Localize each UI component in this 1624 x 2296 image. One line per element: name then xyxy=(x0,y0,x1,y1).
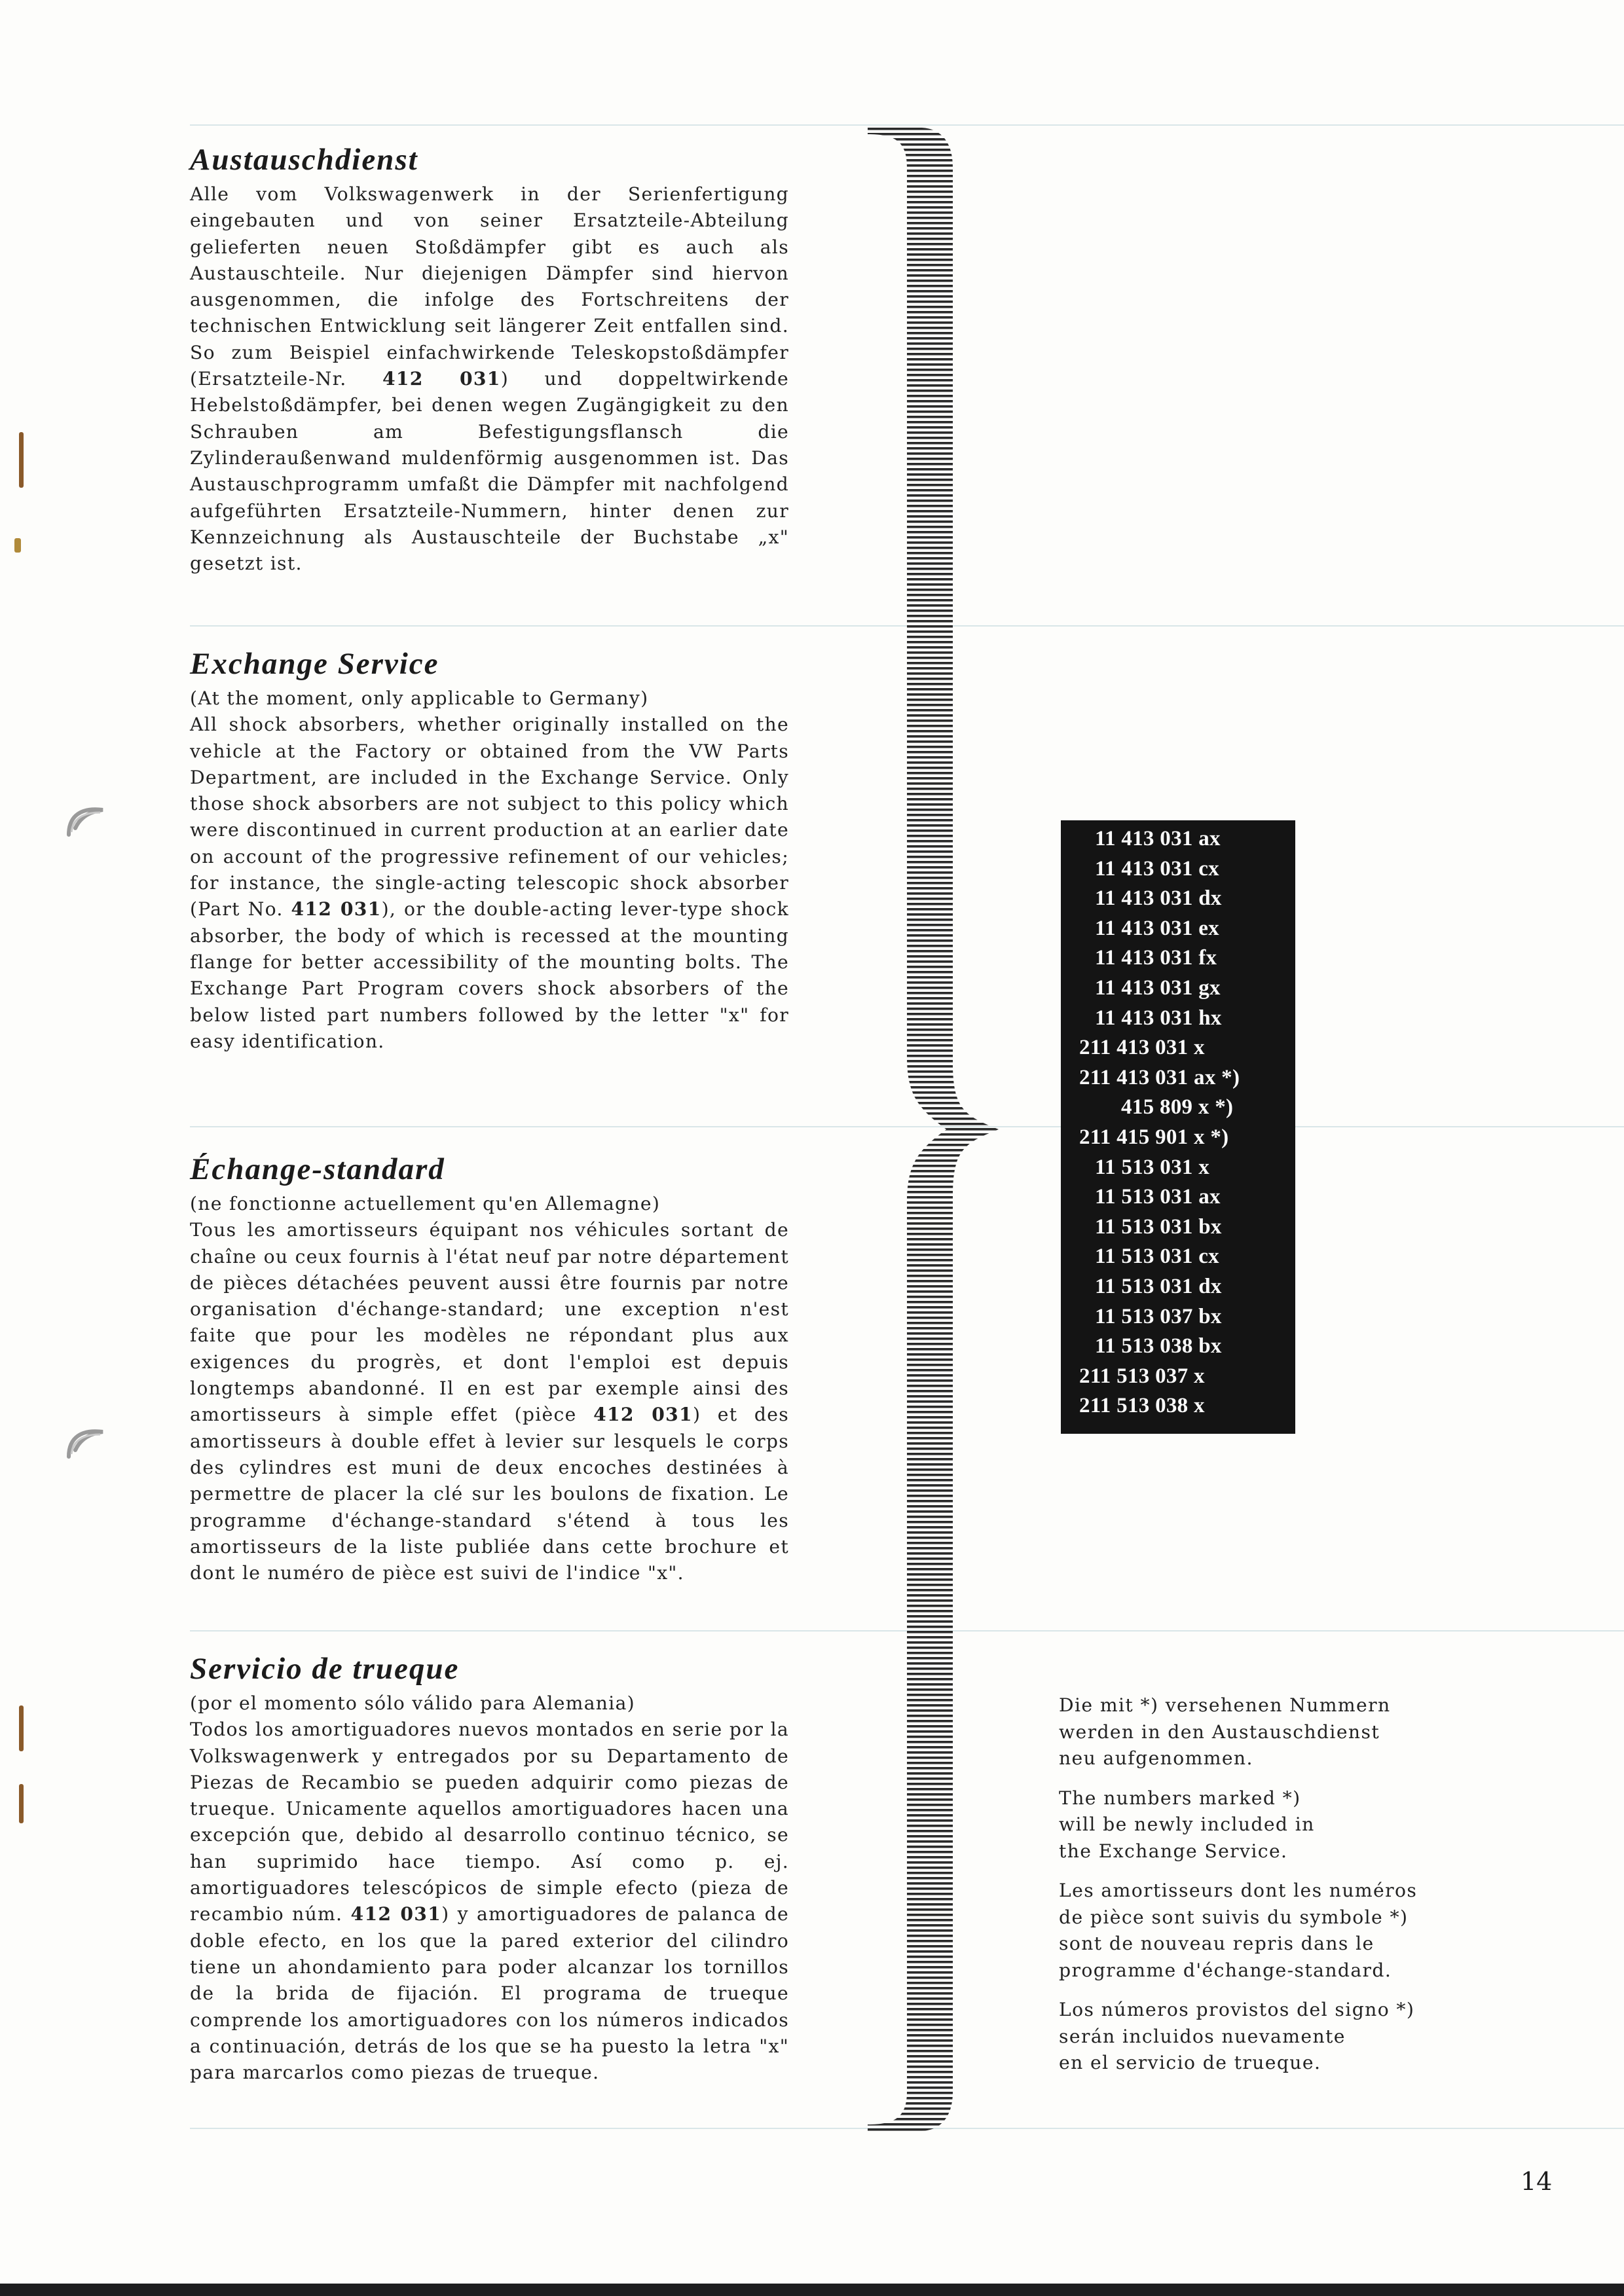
footnote-fr: Les amortisseurs dont les numéros de pièce sont suivis du symbole *) sont de nouveau repris dans le programme d'échange-standard. xyxy=(1059,1880,1418,1981)
part-number-ref: 412 031 xyxy=(593,1404,693,1426)
part-number-row: 211 413 031 ax *) xyxy=(1079,1065,1240,1089)
part-number-row: 11 513 031 bx xyxy=(1095,1214,1222,1239)
part-number-ref: 412 031 xyxy=(382,368,501,390)
edge-mark xyxy=(19,432,24,488)
edge-mark xyxy=(14,538,21,553)
part-number-row: 11 513 031 ax xyxy=(1095,1185,1221,1209)
part-number-row: 11 413 031 fx xyxy=(1095,946,1217,970)
divider-top xyxy=(190,124,1624,126)
section-body: Todos los amortiguadores nuevos montados en serie por la Volkswagenwerk y entregados por su Departamento de Piezas de Recambio se pueden adquirir como piezas de trueque. Unicamente aquellos amortiguadores hacen una excepción que, debido al desarrollo continuo técnico, se han suprimido hace tiempo. Así como p. ej. amortiguadores telescópicos de simple efecto (pieza de recambio núm. 412 031) y amortiguadores de palanca de doble efecto, en los que la pared exterior del cilindro tiene un ahondamiento para poder alcanzar los tornillos de la brida de fijación. El programa de trueque comprende los amortiguadores con los números indicados a continuación, detrás de los que se ha puesto la letra "x" para marcarlos como piezas de trueque. xyxy=(190,1719,789,2084)
footnote-de: Die mit *) versehenen Nummern werden in den Austauschdienst neu aufgenommen. xyxy=(1059,1694,1391,1769)
part-number-row: 11 413 031 ax xyxy=(1095,827,1221,850)
part-number-row: 11 513 037 bx xyxy=(1095,1304,1222,1328)
part-number-row: 11 413 031 hx xyxy=(1095,1006,1222,1030)
section-austauschdienst xyxy=(190,141,789,577)
section-echange-standard xyxy=(190,1150,789,1586)
curly-brace-graphic xyxy=(855,128,1012,2131)
part-number-row: 11 413 031 cx xyxy=(1095,856,1219,881)
section-note: (At the moment, only applicable to Germany) xyxy=(190,687,649,709)
section-body: Alle vom Volkswagenwerk in der Serienfertigung eingebauten und von seiner Ersatzteile-Abteilung gelieferten neuen Stoßdämpfer gibt es auch als Austauschteile. Nur diejenigen Dämpfer sind hiervon ausgenommen, die infolge des Fortschreitens der technischen Entwicklung seit längerer Zeit entfallen sind. So zum Beispiel einfachwirkende Teleskopstoßdämpfer (Ersatzteile-Nr. 412 031) und doppeltwirkende Hebelstoßdämpfer, bei denen wegen Zugängigkeit zu den Schrauben am Befestigungsflansch die Zylinderaußenwand muldenförmig ausgenommen ist. Das Austauschprogramm umfaßt die Dämpfer mit nachfolgend aufgeführten Ersatzteile-Nummern, hinter denen zur Kennzeichnung als Austauschteile der Buchstabe „x" gesetzt ist. xyxy=(190,183,790,575)
part-number-row: 11 513 031 cx xyxy=(1095,1245,1219,1269)
part-number-row: 415 809 x *) xyxy=(1121,1095,1234,1120)
part-number-row: 11 513 031 dx xyxy=(1095,1274,1222,1298)
section-exchange-service xyxy=(190,645,789,1055)
section-heading: Servicio de trueque xyxy=(190,1652,460,1686)
part-number-row: 211 513 038 x xyxy=(1079,1394,1205,1418)
part-number-row: 11 513 038 bx xyxy=(1095,1334,1222,1358)
section-note: (ne fonctionne actuellement qu'en Allemagne) xyxy=(190,1193,661,1214)
part-number-list xyxy=(1061,820,1295,1434)
section-note: (por el momento sólo válido para Alemania) xyxy=(190,1692,635,1714)
part-number-row: 11 513 031 x xyxy=(1095,1155,1210,1179)
part-number-row: 211 413 031 x xyxy=(1079,1036,1205,1060)
page-bottom-edge xyxy=(0,2284,1624,2296)
part-number-row: 11 413 031 ex xyxy=(1095,916,1219,940)
edge-mark xyxy=(19,1784,24,1823)
edge-mark xyxy=(19,1705,24,1751)
section-heading: Exchange Service xyxy=(190,647,439,681)
punch-hole-icon xyxy=(62,1424,108,1463)
part-number-row: 11 413 031 gx xyxy=(1095,975,1221,1000)
footnote-en: The numbers marked *) will be newly included in the Exchange Service. xyxy=(1059,1787,1315,1862)
punch-hole-icon xyxy=(62,802,108,841)
part-number-row: 11 413 031 dx xyxy=(1095,886,1222,911)
part-number-row: 211 415 901 x *) xyxy=(1079,1125,1229,1149)
section-heading: Échange-standard xyxy=(190,1152,445,1186)
section-heading: Austauschdienst xyxy=(190,143,418,177)
section-servicio-de-trueque xyxy=(190,1650,789,2086)
part-number-row: 211 513 037 x xyxy=(1079,1364,1205,1388)
section-body: Tous les amortisseurs équipant nos véhicules sortant de chaîne ou ceux fournis à l'état neuf par notre département de pièces détachées peuvent aussi être fournis par notre organisation d'échange-standard; une exception n'est faite que pour les modèles ne répondant plus aux exigences du progrès, et dont l'emploi est depuis longtemps abandonné. Il en est par exemple ainsi des amortisseurs à simple effet (pièce 412 031) et des amortisseurs à double effet à levier sur lesquels le corps des cylindres est muni de deux encoches destinées à permettre de placer la clé sur les boulons de fixation. Le programme d'échange-standard s'étend à tous les amortisseurs de la liste publiée dans cette brochure et dont le numéro de pièce est suivi de l'indice "x". xyxy=(190,1219,789,1584)
section-body: All shock absorbers, whether originally installed on the vehicle at the Factory or obtained from the VW Parts Department, are included in the Exchange Service. Only those shock absorbers are not subject to this policy which were discontinued in current production at an earlier date on account of the progressive refinement of our vehicles; for instance, the single-acting telescopic shock absorber (Part No. 412 031), or the double-acting lever-type shock absorber, the body of which is recessed at the mounting flange for better accessibility of the mounting bolts. The Exchange Part Program covers shock absorbers of the below listed part numbers followed by the letter "x" for easy identification. xyxy=(190,714,790,1052)
footnotes xyxy=(1059,1692,1478,2090)
part-number-ref: 412 031 xyxy=(291,898,382,920)
page-number: 14 xyxy=(1521,2167,1553,2196)
footnote-es: Los números provistos del signo *) serán incluidos nuevamente en el servicio de trueque. xyxy=(1059,1999,1415,2073)
part-number-ref: 412 031 xyxy=(350,1903,442,1925)
